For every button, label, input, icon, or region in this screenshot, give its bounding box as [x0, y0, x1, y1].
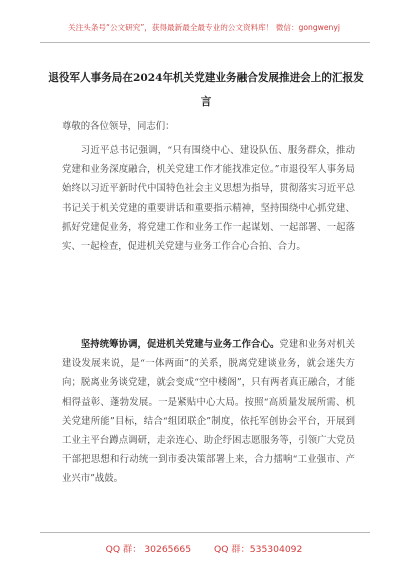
- header-banner: 关注头条号“公文研究”，获得最新最全最专业的公文资料库！ 微信：gongwenyj: [68, 23, 340, 32]
- paragraph-lead-heading: 坚持统筹协调，促进机关党建与业务工作合心。: [80, 339, 280, 350]
- header-divider: [40, 42, 370, 43]
- footer: [0, 541, 408, 555]
- salutation: 尊敬的各位领导，同志们：: [62, 121, 175, 132]
- footer-divider: [40, 532, 370, 533]
- footer-qq-group-1: QQ 群： 30265665: [105, 544, 192, 555]
- document-title: 退役军人事务局在2024年机关党建业务融合发展推进会上的汇报发言: [48, 72, 364, 108]
- paragraph-body-text: 党建和业务对机关建设发展来说，是“一体两面”的关系，脱离党建谈业务，就会迷失方向；脱离业务谈党建，就会变成“空中楼阁”，只有两者真正融合，才能相得益彰、蓬勃发展。一是紧贴中心大局。按照“高质量发展所需、机关党建所能”目标，结合“组团联企”制度，依托军创协会平台，开展到工业主平台蹲点调研，走亲连心、助企纾困志愿服务等，引领广大党员干部把思想和行动统一到市委决策部署上来，合力擂响“工业强市、产业兴市”战鼓。: [62, 339, 355, 485]
- body-paragraph-1: 习近平总书记强调，“只有围绕中心、建设队伍、服务群众，推动党建和业务深度融合，机关党建工作才能找准定位。”市退役军人事务局始终以习近平新时代中国特色社会主义思想为指导，贯彻落实习近平总书记关于机关党建的重要讲话和重要指示精神，坚持围绕中心抓党建、抓好党建促业务，将党建工作和业务工作一起谋划、一起部署、一起落实、一起检查，促进机关党建与业务工作合心合拍、合力。: [62, 145, 355, 253]
- body-paragraph-2: [62, 335, 355, 489]
- footer-qq-group-2: QQ 群：535304092: [214, 544, 303, 555]
